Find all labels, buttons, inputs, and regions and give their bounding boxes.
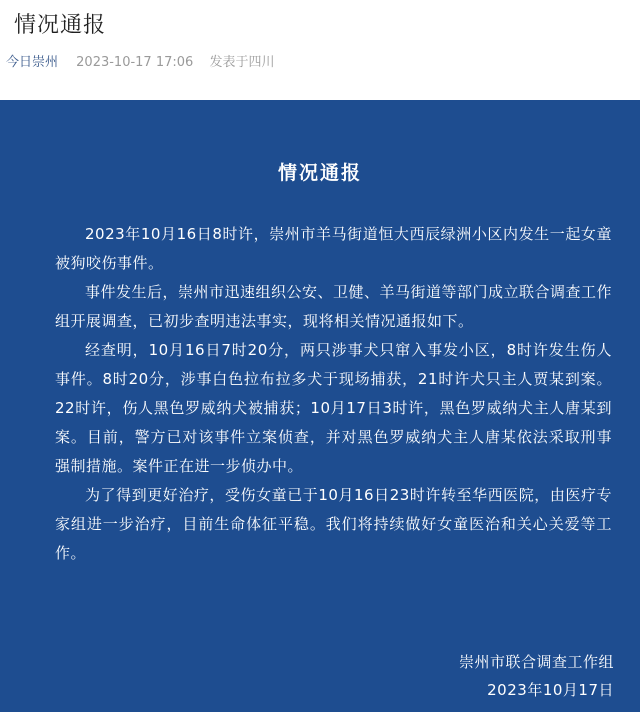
article-source-link[interactable]: 今日崇州	[6, 55, 59, 70]
article-meta	[6, 51, 274, 70]
notice-image	[0, 100, 640, 712]
article-header	[0, 0, 640, 100]
notice-signature: 崇州市联合调查工作组	[458, 653, 614, 671]
notice-date: 2023年10月17日	[487, 681, 614, 699]
notice-signature-block	[459, 648, 614, 704]
article-title: 情况通报	[14, 13, 107, 38]
notice-body	[55, 220, 612, 568]
notice-paragraph: 事件发生后，崇州市迅速组织公安、卫健、羊马街道等部门成立联合调查工作组开展调查，已初步查明违法事实，现将相关情况通报如下。	[55, 283, 613, 330]
notice-paragraph: 为了得到更好治疗，受伤女童已于10月16日23时许转至华西医院，由医疗专家组进一步治疗，目前生命体征平稳。我们将持续做好女童医治和关心关爱等工作。	[55, 486, 612, 562]
article-location: 发表于四川	[209, 55, 275, 70]
notice-heading: 情况通报	[277, 162, 362, 184]
notice-paragraph: 2023年10月16日8时许，崇州市羊马街道恒大西辰绿洲小区内发生一起女童被狗咬伤事件。	[55, 225, 612, 272]
notice-paragraph: 经查明，10月16日7时20分，两只涉事犬只窜入事发小区，8时许发生伤人事件。8时20分，涉事白色拉布拉多犬于现场捕获，21时许犬只主人贾某到案。22时许，伤人黑色罗威纳犬被捕获；10月17日3时许，黑色罗威纳犬主人唐某到案。目前，警方已对该事件立案侦查，并对黑色罗威纳犬主人唐某依法采取刑事强制措施。案件正在进一步侦办中。	[55, 341, 612, 475]
article-datetime: 2023-10-17 17:06	[76, 55, 194, 70]
